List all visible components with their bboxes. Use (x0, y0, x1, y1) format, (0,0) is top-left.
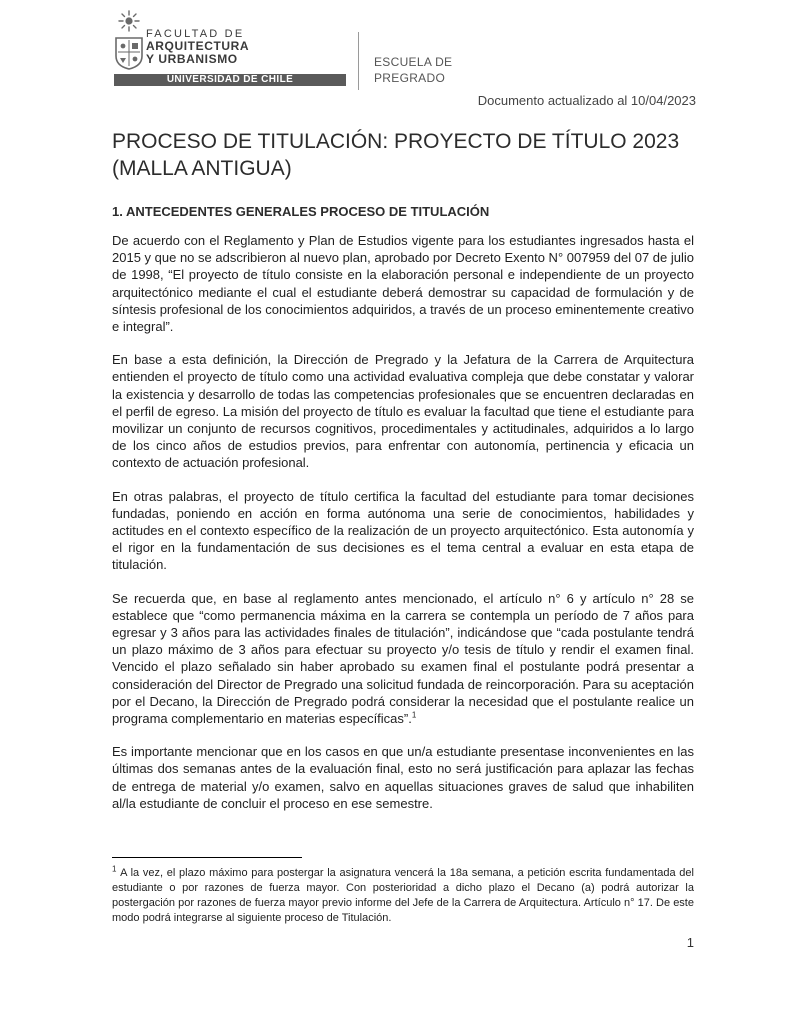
paragraph-3: En otras palabras, el proyecto de título certifica la facultad del estudiante para tomar decisiones fundadas, poniendo en acción en forma autónoma una serie de conocimientos, habilidades y actitudes en el contexto específico de la realización de un proyecto arquitectónico. Esta autonomía y el rigor en la fundamentación de sus decisiones es el tema central a evaluar en esta etapa de titulación. (112, 488, 694, 573)
faculty-line3: Y URBANISMO (146, 52, 238, 66)
footnote-text: A la vez, el plazo máximo para postergar la asignatura vencerá la 18a semana, a petición escrita fundamentada del estudiante o por razones de fuerza mayor. Con posterioridad a dicho plazo el Decano (a) podrá autorizar la postergación por razones de fuerza mayor previo informe del Jefe de la Carrera de Arquitectura. Artículo n° 17. De este modo podrá integrarse al siguiente proceso de Titulación. (112, 867, 694, 924)
sun-icon (118, 10, 140, 32)
section-heading: 1. ANTECEDENTES GENERALES PROCESO DE TITULACIÓN (112, 204, 490, 219)
title-line2: (MALLA ANTIGUA) (112, 157, 292, 180)
header-divider (358, 32, 359, 90)
footnote-reference: 1 (411, 710, 417, 720)
footnote-separator (112, 857, 302, 858)
page-number: 1 (686, 935, 694, 950)
title-line1: PROCESO DE TITULACIÓN: PROYECTO DE TÍTULO 2023 (112, 130, 680, 153)
faculty-name (146, 28, 346, 66)
faculty-line1: FACULTAD DE (146, 28, 245, 40)
document-title (112, 128, 702, 182)
paragraph-2: En base a esta definición, la Dirección de Pregrado y la Jefatura de la Carrera de Arquitectura entienden el proyecto de título como una actividad evaluativa compleja que debe constatar y valorar la existencia y desarrollo de todas las competencias profesionales que se encuentren declaradas en el perfil de egreso. La misión del proyecto de título es evaluar la facultad que tiene el estudiante para movilizar un conjunto de recursos cognitivos, procedimentales y actitudinales, adquiridos a lo largo de los cinco años de estudios previos, para enfrentar con autonomía, pertinencia y eficacia un contexto de actuación profesional. (112, 352, 694, 471)
school-line2: PREGRADO (374, 71, 446, 85)
header-logo (112, 8, 453, 90)
university-name-bar: UNIVERSIDAD DE CHILE (114, 74, 346, 86)
paragraph-4 (112, 590, 694, 728)
school-line1: ESCUELA DE (374, 55, 453, 69)
footnote-marker: 1 (112, 864, 117, 874)
paragraph-1: De acuerdo con el Reglamento y Plan de Estudios vigente para los estudiantes ingresados hasta el 2015 y que no se adscribieron al nuevo plan, aprobado por Decreto Exento N° 007959 del 07 de julio de 1998, “El proyecto de título consiste en la elaboración personal e independiente de un proyecto arquitectónico mediante el cual el estudiante deberá demostrar su capacidad de formulación y de síntesis profesional de los conocimientos adquiridos, a través de un proceso eminentemente creativo e integral”. (112, 233, 694, 335)
footnote (112, 866, 694, 926)
paragraph-5: Es importante mencionar que en los casos en que un/a estudiante presentase inconvenientes en las últimas dos semanas antes de la evaluación final, esto no será justificación para aplazar las fechas de entrega de material y/o examen, salvo en aquellas situaciones graves de salud que inhabiliten al/la estudiante de concluir el proceso en ese semestre. (112, 744, 694, 811)
university-seal-icon (114, 36, 144, 70)
faculty-line2: ARQUITECTURA (146, 39, 250, 53)
school-name (374, 54, 494, 86)
document-body (112, 232, 694, 828)
paragraph-4-text: Se recuerda que, en base al reglamento antes mencionado, el artículo n° 6 y artículo n° 28 se establece que “como permanencia máxima en la carrera se contempla un período de 7 años para egresar y 3 años para las actividades finales de titulación”, indicándose que “cada postulante tendrá un plazo máximo de 3 años para efectuar su proyecto y/o tesis de título y rendir el examen final. Vencido el plazo señalado sin haber aprobado su examen final el postulante podrá presentar a consideración del Director de Pregrado una solicitud fundada de reincorporación. Para su aceptación por el Decano, la Dirección de Pregrado podrá considerar la necesidad que el postulante realice un programa complementario en materias específicas”. (112, 590, 694, 727)
update-date: Documento actualizado al 10/04/2023 (477, 93, 696, 108)
